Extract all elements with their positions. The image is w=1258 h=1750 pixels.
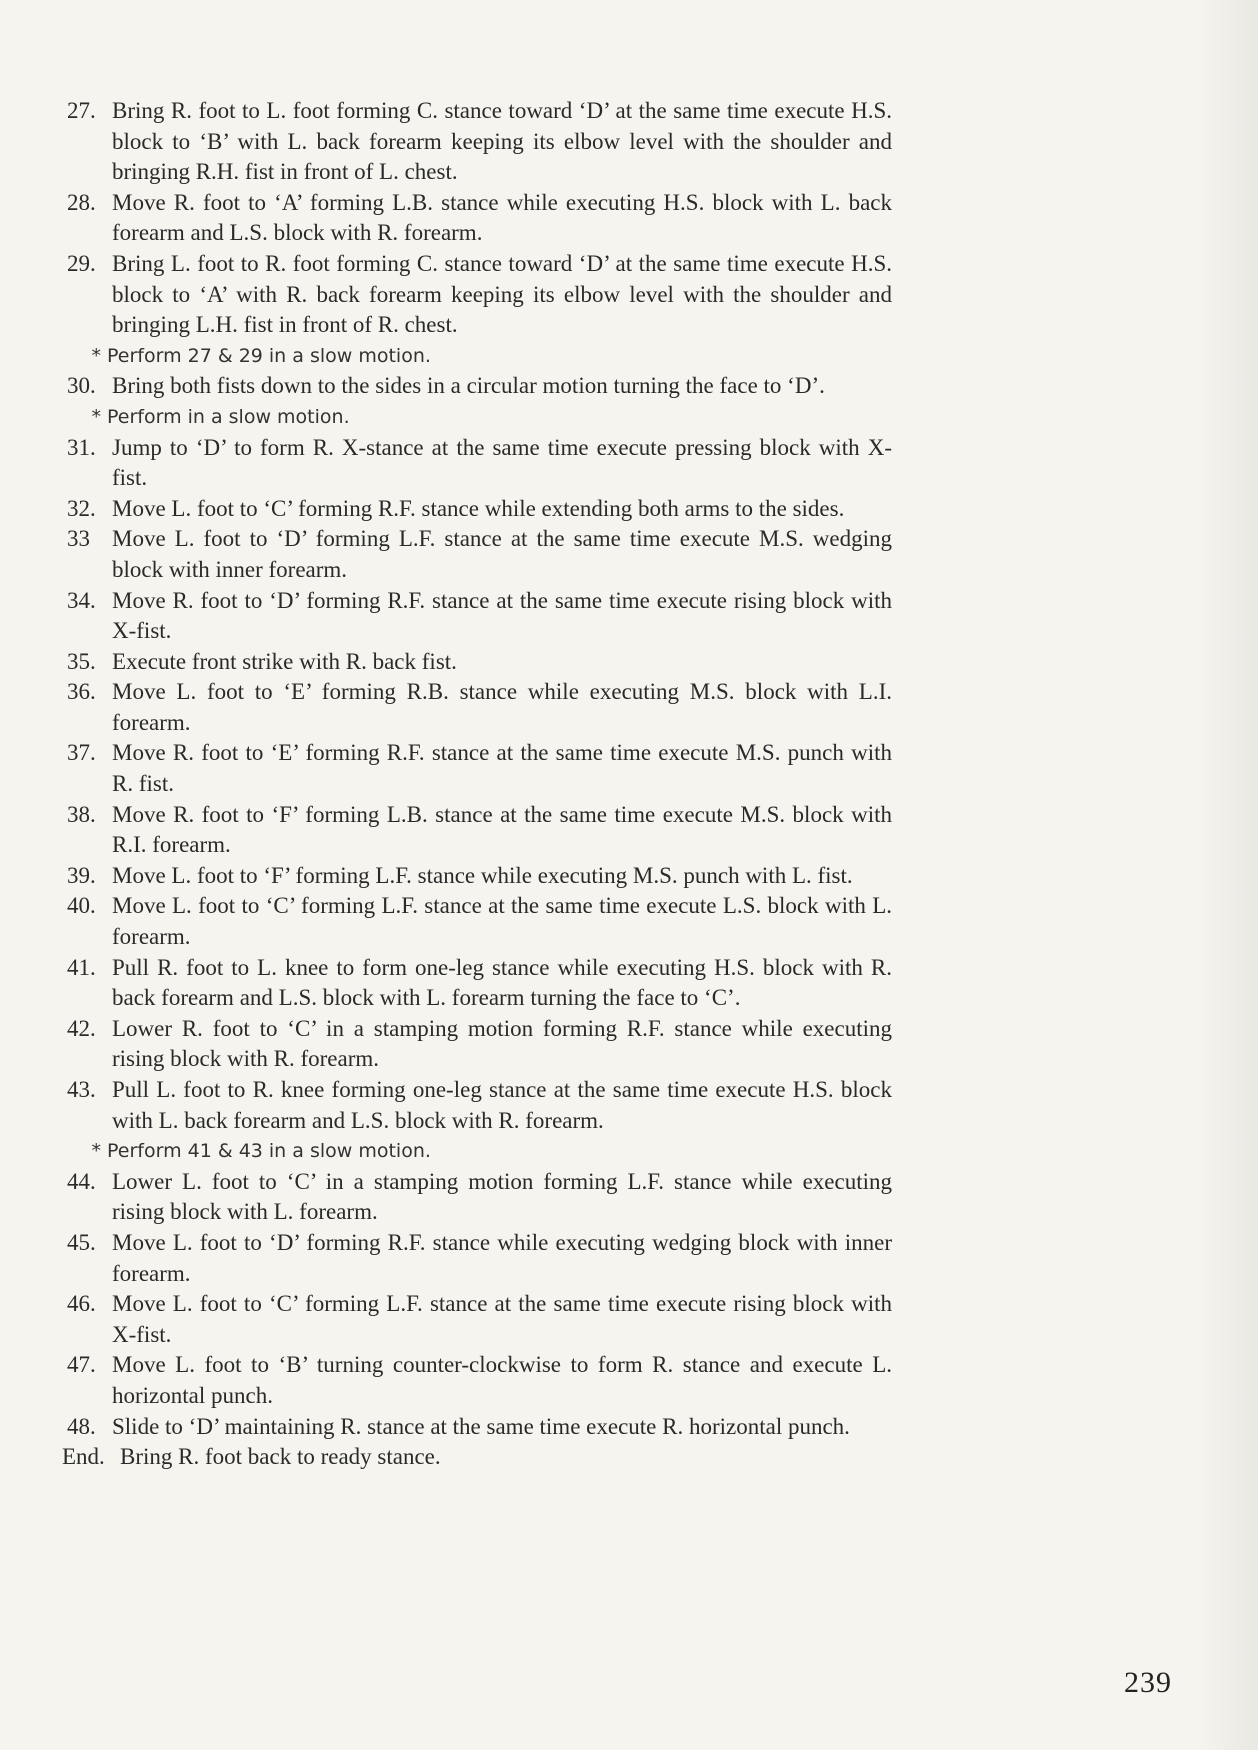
list-item xyxy=(62,861,892,892)
note-asterisk: * xyxy=(91,405,101,428)
item-text: Lower R. foot to ‘C’ in a stamping motion forming R.F. stance while executing rising block with R. forearm. xyxy=(112,1015,892,1072)
list-item xyxy=(62,738,892,799)
item-text: Bring L. foot to R. foot forming C. stance toward ‘D’ at the same time execute H.S. block to ‘A’ with R. back forearm keeping its elbow level with the shoulder and bringing L.H. fist in front of R. chest. xyxy=(112,250,892,338)
list-item xyxy=(62,371,892,402)
list-item xyxy=(62,1014,892,1075)
list-item xyxy=(62,188,892,249)
note xyxy=(62,402,892,433)
list-item xyxy=(62,433,892,494)
page-edge-shadow xyxy=(1198,0,1258,1750)
item-number: 39. xyxy=(67,862,96,888)
item-text: Slide to ‘D’ maintaining R. stance at the same time execute R. horizontal punch. xyxy=(112,1413,850,1439)
list-item xyxy=(62,249,892,341)
item-number: 45. xyxy=(67,1229,96,1255)
item-number: 41. xyxy=(67,954,96,980)
item-number: 27. xyxy=(67,98,96,123)
item-text: Move R. foot to ‘D’ forming R.F. stance at the same time execute rising block with X-fist. xyxy=(112,587,892,644)
list-item xyxy=(62,96,892,188)
item-text: Move L. foot to ‘B’ turning counter-clockwise to form R. stance and execute L. horizontal punch. xyxy=(112,1352,892,1408)
end-item xyxy=(62,1442,892,1473)
item-text: Move R. foot to ‘A’ forming L.B. stance while executing H.S. block with L. back forearm and L.S. block with R. forearm. xyxy=(112,189,892,246)
item-text: Bring both fists down to the sides in a circular motion turning the face to ‘D’. xyxy=(112,373,825,399)
item-number: 43. xyxy=(67,1077,96,1102)
item-number: 48. xyxy=(67,1413,96,1439)
list-item xyxy=(62,1350,892,1411)
instruction-list xyxy=(62,96,892,1473)
item-text: Move L. foot to ‘E’ forming R.B. stance while executing M.S. block with L.I. forearm. xyxy=(112,679,892,735)
list-item xyxy=(62,1289,892,1350)
item-number: 42. xyxy=(67,1015,96,1041)
item-text: Move R. foot to ‘F’ forming L.B. stance at the same time execute M.S. block with R.I. forearm. xyxy=(112,801,892,858)
item-number: 40. xyxy=(67,893,96,919)
item-text: Move L. foot to ‘C’ forming L.F. stance at the same time execute L.S. block with L. forearm. xyxy=(112,893,892,950)
list-item xyxy=(62,1075,892,1136)
end-text: Bring R. foot back to ready stance. xyxy=(120,1444,441,1470)
list-item xyxy=(62,953,892,1014)
list-item xyxy=(62,1167,892,1228)
list-item xyxy=(62,677,892,738)
note-text: Perform in a slow motion. xyxy=(107,405,350,428)
item-text: Pull R. foot to L. knee to form one-leg stance while executing H.S. block with R. back forearm and L.S. block with L. forearm turning the face to ‘C’. xyxy=(112,954,892,1011)
list-item xyxy=(62,1412,892,1443)
item-text: Lower L. foot to ‘C’ in a stamping motion forming L.F. stance while executing rising block with L. forearm. xyxy=(112,1168,892,1225)
note xyxy=(62,1136,892,1167)
item-text: Move R. foot to ‘E’ forming R.F. stance at the same time execute M.S. punch with R. fist. xyxy=(112,740,892,797)
note-text: Perform 27 & 29 in a slow motion. xyxy=(107,344,431,367)
item-text: Move L. foot to ‘C’ forming R.F. stance while extending both arms to the sides. xyxy=(112,495,845,521)
item-text: Move L. foot to ‘D’ forming R.F. stance while executing wedging block with inner forearm. xyxy=(112,1229,892,1286)
item-text: Bring R. foot to L. foot forming C. stance toward ‘D’ at the same time execute H.S. block to ‘B’ with L. back forearm keeping its elbow level with the shoulder and bringing R.H. fist in front of L. chest. xyxy=(112,98,892,185)
item-number: 37. xyxy=(67,740,96,766)
list-item xyxy=(62,494,892,525)
note-asterisk: * xyxy=(91,344,101,367)
item-number: 47. xyxy=(67,1352,96,1378)
list-item xyxy=(62,800,892,861)
list-item xyxy=(62,1228,892,1289)
item-number: 30. xyxy=(67,373,96,399)
item-number: 29. xyxy=(67,250,96,276)
item-text: Move L. foot to ‘C’ forming L.F. stance at the same time execute rising block with X-fist. xyxy=(112,1291,892,1347)
item-text: Move L. foot to ‘F’ forming L.F. stance while executing M.S. punch with L. fist. xyxy=(112,862,853,888)
item-number: 35. xyxy=(67,648,96,674)
note xyxy=(62,341,892,372)
item-number: 38. xyxy=(67,801,96,827)
list-item xyxy=(62,891,892,952)
item-number: 34. xyxy=(67,587,96,613)
note-asterisk: * xyxy=(91,1140,101,1163)
item-text: Execute front strike with R. back fist. xyxy=(112,648,457,674)
item-number: 46. xyxy=(67,1291,96,1317)
item-number: 28. xyxy=(67,189,96,215)
page-number: 239 xyxy=(1124,1666,1172,1699)
item-number: 33 xyxy=(67,526,90,552)
item-text: Move L. foot to ‘D’ forming L.F. stance at the same time execute M.S. wedging block with inner forearm. xyxy=(112,526,892,582)
item-number: 36. xyxy=(67,679,96,705)
item-number: 32. xyxy=(67,495,96,521)
item-text: Jump to ‘D’ to form R. X-stance at the same time execute pressing block with X-fist. xyxy=(112,434,892,491)
note-text: Perform 41 & 43 in a slow motion. xyxy=(107,1140,431,1163)
item-text: Pull L. foot to R. knee forming one-leg stance at the same time execute H.S. block with L. back forearm and L.S. block with R. forearm. xyxy=(112,1077,892,1133)
item-number: 31. xyxy=(67,434,96,460)
list-item xyxy=(62,647,892,678)
end-label: End. xyxy=(62,1444,105,1470)
item-number: 44. xyxy=(67,1168,96,1194)
list-item xyxy=(62,586,892,647)
list-item xyxy=(62,524,892,585)
